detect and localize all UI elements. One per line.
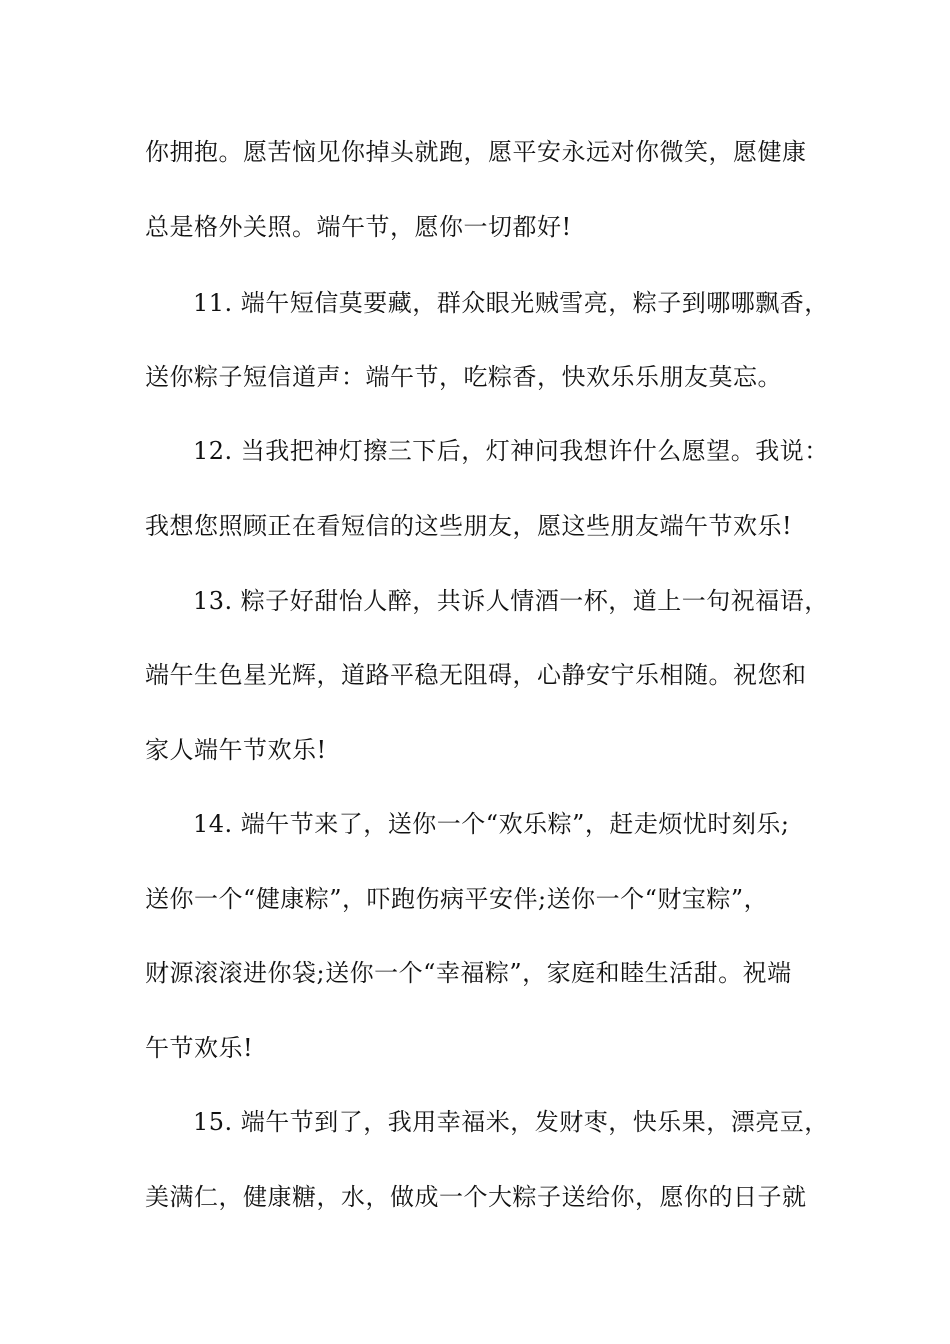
list-item-11: 11. 端午短信莫要藏，群众眼光贼雪亮，粽子到哪哪飘香，: [193, 289, 829, 317]
text-line: 美满仁，健康糖，水，做成一个大粽子送给你，愿你的日子就: [145, 1183, 807, 1211]
text-line: 财源滚滚进你袋;送你一个“幸福粽”，家庭和睦生活甜。祝端: [145, 959, 792, 987]
text-line: 我想您照顾正在看短信的这些朋友，愿这些朋友端午节欢乐!: [145, 512, 793, 540]
list-item-13: 13. 粽子好甜怡人醉，共诉人情酒一杯，道上一句祝福语，: [193, 587, 829, 615]
list-item-14: 14. 端午节来了，送你一个“欢乐粽”，赶走烦忧时刻乐;: [193, 810, 790, 838]
text-line: 你拥抱。愿苦恼见你掉头就跑，愿平安永远对你微笑，愿健康: [145, 138, 807, 166]
text-line: 午节欢乐!: [145, 1034, 254, 1062]
text-line: 端午生色星光辉，道路平稳无阻碍，心静安宁乐相随。祝您和: [145, 661, 807, 689]
list-item-12: 12. 当我把神灯擦三下后，灯神问我想许什么愿望。我说：: [193, 437, 829, 465]
text-line: 家人端午节欢乐!: [145, 736, 327, 764]
text-line: 送你一个“健康粽”，吓跑伤病平安伴;送你一个“财宝粽”，: [145, 885, 769, 913]
list-item-15: 15. 端午节到了，我用幸福米，发财枣，快乐果，漂亮豆，: [193, 1108, 829, 1136]
text-line: 送你粽子短信道声：端午节，吃粽香，快欢乐乐朋友莫忘。: [145, 363, 782, 391]
text-line: 总是格外关照。端午节，愿你一切都好!: [145, 213, 572, 241]
